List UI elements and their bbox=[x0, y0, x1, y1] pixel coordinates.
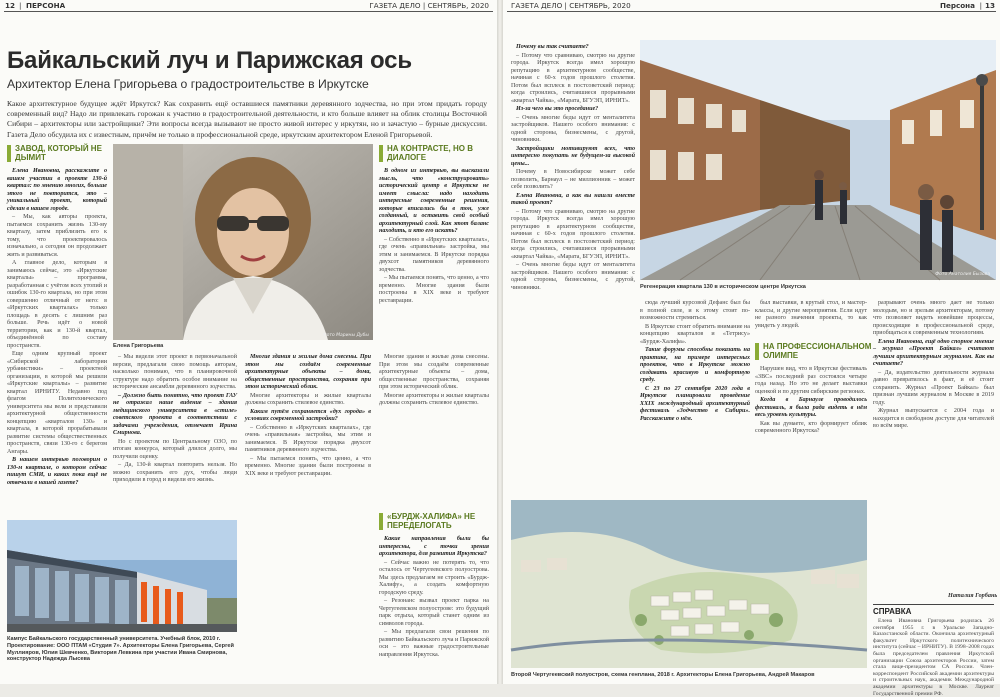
right-column-c bbox=[755, 366, 867, 500]
colA-para: Почему вы так считаете? bbox=[516, 44, 589, 50]
colA-para: – Потому что сравниваю, смотрю на другие города. Иркутск всегда имел хорошую репутацию в архитектурном сообществе, начиная с 60-х годов прошлого столетия. Потом был всплеск в постсоветский период: когда строились, считавшиеся прорывными «квартал Чайка», «Марата, БГУЭП, ИРНИТ». bbox=[511, 208, 635, 260]
col4-para: Многие здания и жилые дома снесены. При этом мы создаём современные архитектурные объекты – дома, общественные пространства, сохраняя при этом исторический облик. bbox=[379, 354, 489, 390]
side-heading-olympus: НА ПРОФЕССИОНАЛЬНОМ ОЛИМПЕ bbox=[755, 342, 875, 360]
column-2 bbox=[113, 354, 237, 512]
column-4-top bbox=[379, 354, 489, 504]
col2-para: – Да, 130-й квартал повторить нельзя. Но можно сохранить его дух, чтобы люди приходили в город и видели его жизнь. bbox=[113, 462, 237, 483]
right-column-b bbox=[640, 300, 750, 500]
right-page bbox=[503, 0, 1000, 697]
campus-photo bbox=[7, 520, 237, 632]
article-author: Наталия Горбань bbox=[948, 592, 998, 599]
colD-para: разрывают очень много дает не только молодым, но и зрелым архитекторам, потому что позволяет видеть новейшие процессы, происходящие в профессиональной среде, приобщаться к современным технологиям. bbox=[873, 300, 994, 336]
colA-para: Из-за чего вы это проседание? bbox=[516, 106, 599, 112]
col3-para: Каким путём сохраняется «дух города» в условиях современной застройки? bbox=[245, 408, 371, 422]
col4-para: – Сейчас важно не потерять то, что осталось от Чертугеевского полуострова. Мы здесь предлагаем не строить «Бурдж-Халифу», а создать комфортную городскую среду. bbox=[379, 559, 489, 596]
side-heading-factory: ЗАВОД, КОТОРЫЙ НЕ ДЫМИТ bbox=[7, 144, 115, 162]
spravka-text: Елена Ивановна Григорьева родилась 26 сентября 1955 г. в Уральске Западно-Казахстанской области. Окончила архитектурный факультет Иркутского политехнического института (сейчас – ИРНИТУ). В 1998–2008 годах была председателем правления Иркутской организации Союза архитекторов России, затем стала вице-президентом СА России. Член-корреспондент Российской академии архитектуры и строительных наук, академик Международной академии архитектуры в Москве. Лауреат Государственной премии РФ. bbox=[873, 618, 994, 697]
colB-para: С 23 по 27 сентября 2020 года в Иркутске планировали проведение XXIX международный архитектурный фестиваль «Зодчество в Сибири». Расскажите о нём. bbox=[640, 385, 750, 422]
right-column-d bbox=[873, 300, 994, 590]
col4-para: – Резонанс вызвал проект парка на Чертугеевском полуострове: это будущий парк отдыха, который станет одним из символов города. bbox=[379, 598, 489, 627]
colA-para: Елена Ивановна, а как вы нашли вместе такой проект? bbox=[511, 192, 635, 206]
right-masthead: ГАЗЕТА ДЕЛО | СЕНТЯБРЬ, 2020 bbox=[511, 1, 631, 10]
right-page-divider: | bbox=[979, 1, 982, 10]
street-photo bbox=[640, 40, 996, 280]
left-head-rule bbox=[4, 11, 493, 12]
col3-para: В одном из интервью, вы высказали мысль, что «конструировать» исторический центр в Иркутске не имеет смысла: надо находить интересные современные решения, которые вписались бы в тон, уже созданный, и оставить свой особый архитектурный слой. Как этот баланс находить, и кто его искать? bbox=[379, 168, 489, 234]
colD-para: Журнал выпускается с 2004 года и находится в свободном доступе для читателей во всём мире. bbox=[873, 408, 994, 429]
col3-para: – Собственно в «Иркутских кварталах», где очень «правильная» застройка, мы этим и занимаемся. В Иркутске порядка двухсот памятников деревянного зодчества. bbox=[379, 236, 489, 273]
portrait-illustration bbox=[113, 144, 373, 340]
column-3-top bbox=[379, 168, 489, 346]
colD-para: – Да, издательство деятельности журнала давно превратилось в факт, и её стоит сохранить. Журнал «Проект Байкал» был признан лучшим журналом в Москве в 2019 году. bbox=[873, 369, 994, 406]
col4-para: Многие архитекторы и жилые кварталы должны сохранить стилевое единство. bbox=[379, 392, 489, 406]
colA-para: – Очень многие беды идут от менталитета застройщиков. Нашего особого внимания: с одной стороны, бизнесмены, с другой, чиновники. bbox=[511, 114, 635, 143]
col3-para: Многие архитекторы и жилые кварталы должны сохранить стилевое единство. bbox=[245, 392, 371, 406]
col1-para: Еще одним крупный проект «Сибирской лаборатории урбанистики» – проектной организации, в которой мы решили «Иркутские кварталы» – развитие квартал ИРНИТУ. Недавно под флагом Политехнического университета мы вели и представили архитектурной общественности концепцию «кварталов 130» и квартала, в которой прорабатывали развитие системы обществественных пространств, связи 130-го с берегом Ангары. bbox=[7, 351, 107, 455]
campus-caption: Кампус Байкальского государственный университета. Учебный блок, 2010 г. Проектирование: ООО ПТАМ «Студия 7». Архитекторы Елена Григорьева, Сергей Муллияров, Юлия Шевченко, Виктория Левкина при участии Ивана Смирнова, конструктор Надежда Лысева bbox=[7, 636, 234, 663]
colB-para: Такие форумы способны показать на практике, на примере интересных проектов, что в Иркутске можно создавать красивую и комфортную среду. bbox=[640, 347, 750, 383]
colA-para: Застройщики мотивируют всех, что интересно покупать не будущем-за высокой цены... bbox=[511, 145, 635, 167]
colA-para: – Очень многие беды идут от менталитета застройщиков. Нашего особого внимания: с одной стороны, бизнесмены, с другой, чиновники. bbox=[511, 262, 635, 291]
right-column-a bbox=[511, 44, 635, 554]
subheadline: Архитектор Елена Григорьева о градостроительстве в Иркутске bbox=[7, 77, 369, 91]
masterplan-image bbox=[511, 500, 867, 668]
right-column-c-top bbox=[755, 300, 867, 340]
side-heading-contrast: НА КОНТРАСТЕ, НО В ДИАЛОГЕ bbox=[379, 144, 495, 162]
lede-paragraph: Какое архитектурное будущее ждёт Иркутск? Как сохранить ещё оставшиеся памятники деревянного зодчества, но при этом придать городу современный вид? Надо ли привлекать горожан к участию в градостроительной деятельности, и кто больше влияет на облик столицы Восточной Сибири – архитекторы или застройщики? Эти вопросы всегда вызывают не просто живой интерес у иркутян, но и зачастую – бурные дискуссии. Газета Дело обсудила их с известным, причём не только в профессиональной среде, иркутским архитектором Еленой Григорьевой. bbox=[7, 99, 487, 139]
col3-para: – Мы пытаемся понять, что ценно, а что временно. Многие здания были построены в XIX веке и требуют реставрации. bbox=[245, 455, 371, 477]
colC-para: Как вы думаете, кто формирует облик современного Иркутска? bbox=[755, 420, 867, 434]
street-illustration bbox=[640, 40, 996, 280]
left-running-head bbox=[0, 0, 497, 12]
spravka-title: СПРАВКА bbox=[873, 607, 912, 616]
colC-para: Когда в Барнауле проводилось фестиваль, я была рада видеть в нём весь уровень культуры. bbox=[755, 397, 867, 418]
colC-para: Нарушен вид, что в Иркутске фестиваль «ЗВС» последний раз состоялся четыре года назад. Но это не делает выставки оценкой и по другим сибирским регионах. bbox=[755, 366, 867, 395]
masterplan-caption: Второй Чертугеевский полуостров, схема генплана, 2018 г. Архитекторы Елена Григорьева, Андрей Макаров bbox=[511, 672, 815, 678]
colB-para: В Иркутске стоит обратить внимание на концепцию кварталов и «Тетрису» «Бурдж-Халифа». bbox=[640, 323, 750, 345]
col1-para: В нашем интервью поговорим о 130-м квартале, о котором сейчас пишут СМИ, и каких пока ещё не отвечали в нашей газете? bbox=[7, 457, 107, 486]
portrait-caption: Елена Григорьева bbox=[113, 343, 164, 349]
col3-para: – Собственно в «Иркутских кварталах», где очень «правильная» застройка, мы этим и занимаемся. В Иркутске порядка двухсот памятников деревянного зодчества. bbox=[245, 424, 371, 453]
right-page-number: 13 bbox=[984, 1, 995, 10]
col3-para: Многие здания и жилые дома снесены. При этом мы создаём современные архитектурные объекты – дома, общественные пространства, сохраняя при этом исторический облик. bbox=[245, 354, 371, 390]
col1-para: – Мы, как авторы проекта, пытаемся сохранить жизнь 130-му кварталу, затем приблизить его к тому, что проектировалось изначально, а сегодня он продолжает жить и развиваться. bbox=[7, 214, 107, 258]
side-heading-burj: «БУРДЖ-ХАЛИФА» НЕ ПЕРЕДЕЛОГАТЬ bbox=[379, 512, 495, 530]
col2-para: Но с проектом по Центральному ОЗО, по итогам конкурса, который длился долго, мы получили оценку. bbox=[113, 438, 237, 460]
spravka-box bbox=[873, 618, 994, 697]
portrait-credit: Фото Марины Дубы bbox=[322, 333, 369, 338]
right-head-rule bbox=[507, 11, 996, 12]
col2-para: – Мы видели этот проект в первоначальной версии, предлагали свою помощь авторам, насколько понимаю, что в планировочной структуре надо обратить особое внимание на исторические ансамбли деревянного зодчества. bbox=[113, 354, 237, 390]
colC-para: был выставки, в крутый стол, и мастер-классы, и другие мероприятия. Если идут не разного значения проекты, то как увидеть у людей. bbox=[755, 300, 867, 329]
left-page-number: 12 bbox=[5, 1, 16, 10]
colB-para: сюда лучший курсовой Дефанс был бы в полной силе, и к этому стоит по-возможности стремиться. bbox=[640, 300, 750, 321]
colA-para: Почему в Новосибирске может себе позволить, Барнаул – не миллионник – может себе позволить? bbox=[511, 169, 635, 190]
colA-para: – Потому что сравниваю, смотрю на другие города. Иркутск всегда имел хорошую репутацию в архитектурном сообществе, начиная с 60-х годов прошлого столетия. Потом был всплеск в постсоветский период: когда строились, считавшиеся прорывными «квартал Чайка», «Марата, БГУЭП, ИРНИТ». bbox=[511, 52, 635, 104]
col4-para: Какие направления были бы интересны, с точки зрения архитектора, для развития Иркутска? bbox=[379, 536, 489, 557]
col1-para: А главное дело, которым я занимаюсь сейчас, это «Иркутские кварталы» – программа, разработанная с учётом всех утопий и ошибок 130-го квартала, но при этом совершенно отличный от него: в «Иркутских кварталах» только площадь в десять с лишним раз больше. Речь идёт о новой территории, как и 130-й квартал, объединённой по составу пространств. bbox=[7, 260, 107, 349]
column-4 bbox=[379, 536, 489, 676]
headline: Байкальский луч и Парижская ось bbox=[7, 47, 412, 74]
street-photo-credit: Фото Анатолия Бызова bbox=[935, 272, 990, 277]
col2-para: – Должно быть понятно, что проект ГАУ не отражал наше видение – здания медицинского университета в «стиле» советского проекта в соответствии с задачами учреждения, отмечает Ирина Смирнова. bbox=[113, 392, 237, 436]
col3-para: – Мы пытаемся понять, что ценно, а что временно. Многие здания были построены в XIX веке и требуют реставрации. bbox=[379, 275, 489, 304]
right-running-head bbox=[503, 0, 1000, 12]
masterplan-illustration bbox=[511, 500, 867, 668]
col4-para: – Мы предлагали свои решения по развитию Байкальского луча и Парижской оси – это важные градостроительные направления Иркутска. bbox=[379, 629, 489, 658]
colD-para: Елена Ивановна, ещё одно спорное мнение – журнал «Проект Байкал» считают лучшим архитектурным журналом. Как вы считаете? bbox=[873, 338, 994, 367]
column-1 bbox=[7, 168, 107, 540]
left-page bbox=[0, 0, 497, 684]
spravka-rule bbox=[873, 604, 994, 605]
col1-para: Елена Ивановна, расскажите о вашем участии в проекте 130-й квартал: по мнению многих, больше этого не повторится, это – уникальный проект, который сделан в нашем городе. bbox=[7, 168, 107, 212]
left-masthead: ГАЗЕТА ДЕЛО | СЕНТЯБРЬ, 2020 bbox=[369, 1, 489, 10]
column-3-continued bbox=[245, 354, 371, 674]
street-photo-caption: Регенерация квартала 130 в историческом центре Иркутска bbox=[640, 284, 806, 290]
portrait-photo bbox=[113, 144, 373, 340]
left-page-divider: | bbox=[19, 1, 22, 10]
right-section-name: Персона bbox=[939, 1, 975, 10]
left-section-name: ПЕРСОНА bbox=[26, 1, 66, 10]
campus-illustration bbox=[7, 520, 237, 632]
